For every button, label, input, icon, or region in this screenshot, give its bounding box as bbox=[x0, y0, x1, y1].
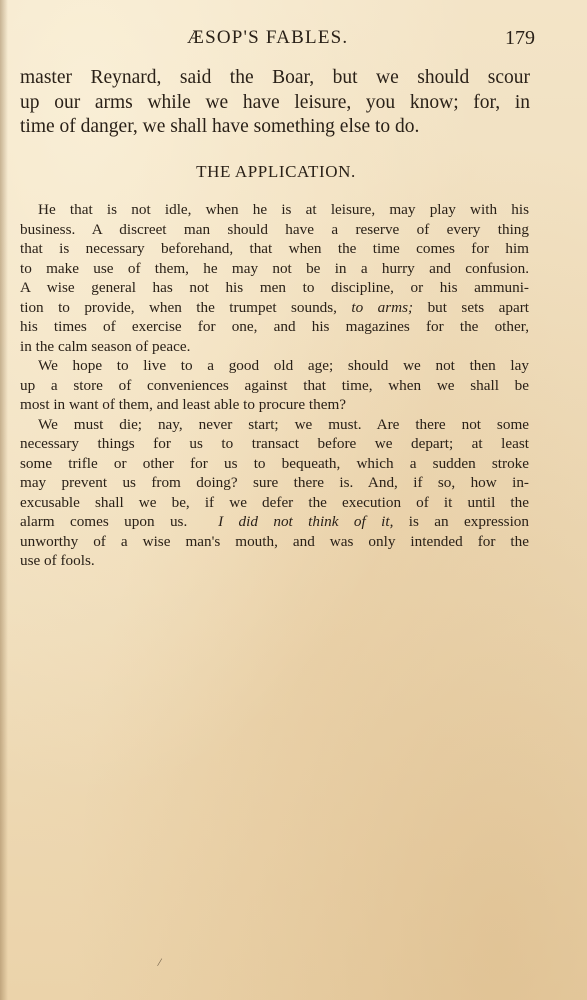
text-line-with-italic bbox=[20, 298, 529, 318]
text-line: may prevent us from doing? sure there is. And, if so, how in- bbox=[20, 474, 529, 491]
text-line: his times of exercise for one, and his magazines for the other, bbox=[20, 318, 529, 335]
text-line: master Reynard, said the Boar, but we should scour bbox=[20, 67, 530, 88]
application-text bbox=[20, 200, 529, 571]
running-title: ÆSOP'S FABLES. bbox=[187, 27, 349, 48]
text-line: most in want of them, and least able to procure them? bbox=[20, 396, 347, 413]
italic-phrase: I did not think of it, bbox=[218, 513, 394, 530]
text-line-with-italic bbox=[20, 512, 529, 532]
text-line: some trifle or other for us to bequeath, which a sudden stroke bbox=[20, 454, 529, 472]
stray-pencil-mark: / bbox=[156, 954, 163, 970]
text-line: He that is not idle, when he is at leisure, may play with his bbox=[38, 201, 529, 218]
text-line: to make use of them, he may not be in a hurry and confusion. bbox=[20, 259, 529, 277]
text-line: unworthy of a wise man's mouth, and was only intended for the bbox=[20, 532, 529, 550]
fable-continuation bbox=[20, 66, 530, 140]
running-head bbox=[0, 27, 587, 53]
text-line: use of fools. bbox=[20, 552, 95, 569]
text-line: in the calm season of peace. bbox=[20, 337, 191, 355]
text-line: We hope to live to a good old age; should we not then lay bbox=[38, 357, 529, 374]
page-number: 179 bbox=[505, 27, 535, 49]
italic-phrase: to arms; bbox=[351, 298, 414, 316]
text-line: We must die; nay, never start; we must. Are there not some bbox=[38, 415, 529, 433]
page-gutter-shadow bbox=[0, 0, 8, 1000]
text-line: up our arms while we have leisure, you know; for, in bbox=[20, 91, 530, 113]
text-line: excusable shall we be, if we defer the execution of it until the bbox=[20, 493, 529, 511]
text-run: alarm comes upon us. bbox=[20, 513, 188, 530]
text-line: A wise general has not his men to discipline, or his ammuni- bbox=[20, 279, 529, 296]
text-run: tion to provide, when the trumpet sounds, bbox=[20, 298, 352, 316]
text-line: business. A discreet man should have a reserve of every thing bbox=[20, 220, 529, 238]
text-line: that is necessary beforehand, that when the time comes for him bbox=[20, 240, 529, 257]
section-heading: THE APPLICATION. bbox=[196, 162, 356, 181]
text-line: up a store of conveniences against that time, when we shall be bbox=[20, 376, 529, 394]
text-line: necessary things for us to transact before we depart; at least bbox=[20, 435, 529, 452]
text-run: is an expression bbox=[393, 513, 529, 530]
text-line: time of danger, we shall have something else to do. bbox=[20, 116, 420, 137]
text-run: but sets apart bbox=[413, 298, 529, 316]
